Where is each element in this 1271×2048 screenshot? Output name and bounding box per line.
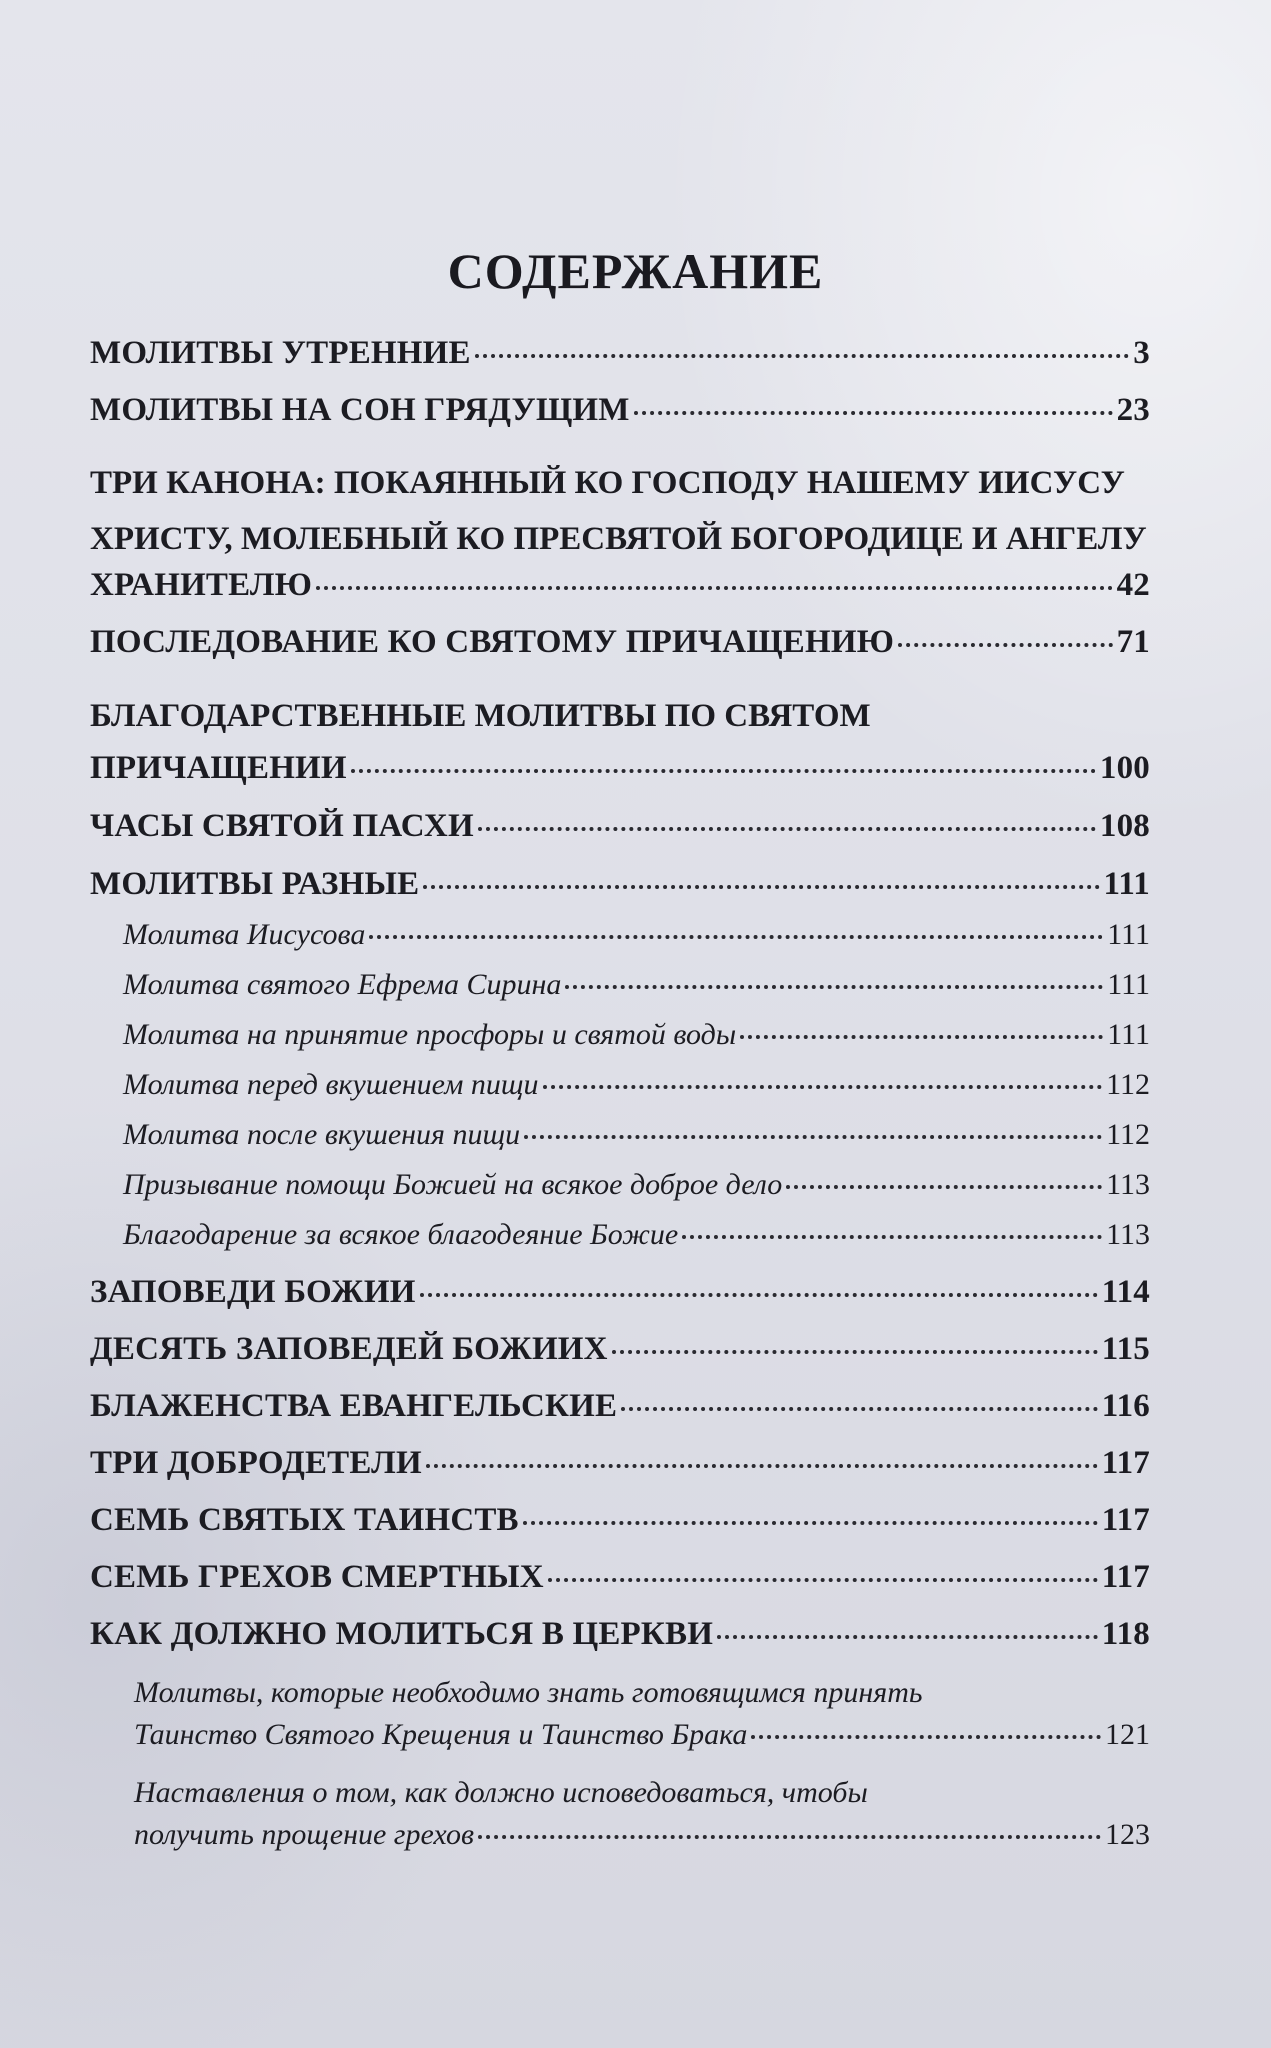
toc-entry-last-line xyxy=(90,750,1150,808)
dot-leader xyxy=(316,586,1113,590)
toc-subentry-label: Молитва святого Ефрема Сирина xyxy=(123,968,562,1001)
dot-leader xyxy=(634,411,1113,415)
toc-entry-label: ЗАПОВЕДИ БОЖИИ xyxy=(90,1274,416,1310)
dot-leader xyxy=(524,1135,1102,1139)
toc-entry-page: 118 xyxy=(1101,1616,1150,1652)
toc-subentry-label: Таинство Святого Крещения и Таинство Брака xyxy=(134,1718,748,1751)
toc-entry-page: 115 xyxy=(1101,1331,1150,1367)
toc-entry-ten-commandments xyxy=(90,1331,1150,1388)
toc-entry-page: 117 xyxy=(1101,1559,1150,1595)
toc-entry-label-line: ХРИСТУ, МОЛЕБНЫЙ КО ПРЕСВЯТОЙ БОГОРОДИЦЕ И АНГЕЛУ xyxy=(90,521,1147,557)
toc-entry-label: КАК ДОЛЖНО МОЛИТЬСЯ В ЦЕРКВИ xyxy=(90,1616,714,1652)
page-title: СОДЕРЖАНИЕ xyxy=(447,242,824,299)
toc-entry-page: 100 xyxy=(1099,750,1150,786)
toc-entry-thanksgiving-prayers xyxy=(90,688,1150,808)
toc-entry-label: ПОСЛЕДОВАНИЕ КО СВЯТОМУ ПРИЧАЩЕНИЮ xyxy=(90,624,895,660)
toc-entry-paschal-hours xyxy=(90,808,1150,866)
toc-entry-label-line: БЛАГОДАРСТВЕННЫЕ МОЛИТВЫ ПО СВЯТОМ xyxy=(90,698,871,734)
toc-subentry xyxy=(90,1118,1150,1168)
toc-entry-page: 42 xyxy=(1116,567,1150,603)
dot-leader xyxy=(423,885,1099,889)
toc-entry-label: ХРАНИТЕЛЮ xyxy=(90,567,313,603)
toc-subentry xyxy=(90,1068,1150,1118)
toc-entry-commandments xyxy=(90,1274,1150,1331)
toc-subentry-label: получить прощение грехов xyxy=(134,1818,475,1851)
toc-subentry-label: Молитва после вкушения пищи xyxy=(123,1118,521,1151)
toc-entry-evening-prayers xyxy=(90,392,1150,451)
toc-entry-three-canons xyxy=(90,455,1150,624)
toc-subentry-confession xyxy=(90,1768,1150,1868)
toc-entry-seven-sacraments xyxy=(90,1502,1150,1559)
toc-subentry xyxy=(90,1168,1150,1218)
dot-leader xyxy=(717,1635,1098,1639)
toc-subentry-baptism-marriage xyxy=(90,1668,1150,1768)
dot-leader xyxy=(548,1578,1098,1582)
toc-subentry-label: Молитва на принятие просфоры и святой воды xyxy=(123,1018,737,1051)
dot-leader xyxy=(786,1185,1102,1189)
toc-subentry-page: 113 xyxy=(1106,1218,1150,1251)
dot-leader xyxy=(351,769,1096,773)
dot-leader xyxy=(475,354,1130,358)
toc-entry-seven-deadly-sins xyxy=(90,1559,1150,1616)
dot-leader xyxy=(612,1350,1098,1354)
dot-leader xyxy=(369,935,1103,939)
toc-entry-three-virtues xyxy=(90,1445,1150,1502)
toc-entry-page: 114 xyxy=(1101,1274,1150,1310)
toc-entry-morning-prayers xyxy=(90,335,1150,392)
dot-leader xyxy=(621,1407,1098,1411)
toc-entry-label: ЧАСЫ СВЯТОЙ ПАСХИ xyxy=(90,808,474,844)
dot-leader xyxy=(543,1085,1103,1089)
toc-entry-page: 111 xyxy=(1103,866,1150,902)
dot-leader xyxy=(478,1835,1101,1839)
toc-entry-label-line: ТРИ КАНОНА: ПОКАЯННЫЙ КО ГОСПОДУ НАШЕМУ ИИСУСУ xyxy=(90,465,1125,501)
toc-subentry-page: 111 xyxy=(1107,968,1150,1001)
toc-subentry-page: 111 xyxy=(1107,918,1150,951)
toc-subentry-label: Благодарение за всякое благодеяние Божие xyxy=(123,1218,679,1251)
toc-entry-beatitudes xyxy=(90,1388,1150,1445)
toc-entry-last-line xyxy=(90,567,1150,624)
toc-entry-page: 117 xyxy=(1101,1502,1150,1538)
toc-entry-label: МОЛИТВЫ УТРЕННИЕ xyxy=(90,335,471,371)
toc-subentry-label-line: Наставления о том, как должно исповедоваться, чтобы xyxy=(134,1776,868,1809)
toc-entry-label: СЕМЬ СВЯТЫХ ТАИНСТВ xyxy=(90,1502,519,1538)
toc-subentry xyxy=(90,968,1150,1018)
table-of-contents xyxy=(90,335,1150,1868)
toc-subentry-page: 121 xyxy=(1105,1718,1150,1751)
toc-subentry-page: 111 xyxy=(1107,1018,1150,1051)
dot-leader xyxy=(523,1521,1098,1525)
toc-subentry-last-line xyxy=(90,1818,1150,1868)
dot-leader xyxy=(565,985,1103,989)
toc-entry-page: 71 xyxy=(1116,624,1150,660)
toc-subentry-label-line: Молитвы, которые необходимо знать готовящимся принять xyxy=(134,1676,923,1709)
toc-subentry-page: 113 xyxy=(1106,1168,1150,1201)
toc-entry-label: БЛАЖЕНСТВА ЕВАНГЕЛЬСКИЕ xyxy=(90,1388,618,1424)
toc-entry-page: 108 xyxy=(1099,808,1150,844)
toc-entry-church-prayer xyxy=(90,1616,1150,1668)
toc-entry-page: 117 xyxy=(1101,1445,1150,1481)
dot-leader xyxy=(478,827,1096,831)
toc-entry-label: МОЛИТВЫ НА СОН ГРЯДУЩИМ xyxy=(90,392,630,428)
toc-entry-label: ПРИЧАЩЕНИИ xyxy=(90,750,347,786)
toc-subentry-page: 112 xyxy=(1106,1068,1150,1101)
dot-leader xyxy=(420,1293,1098,1297)
dot-leader xyxy=(682,1235,1102,1239)
toc-subentry xyxy=(90,1218,1150,1274)
toc-subentry xyxy=(90,918,1150,968)
toc-entry-various-prayers xyxy=(90,866,1150,918)
toc-entry-label: СЕМЬ ГРЕХОВ СМЕРТНЫХ xyxy=(90,1559,544,1595)
toc-entry-communion-rule xyxy=(90,624,1150,684)
dot-leader xyxy=(751,1735,1101,1739)
toc-entry-label: ДЕСЯТЬ ЗАПОВЕДЕЙ БОЖИИХ xyxy=(90,1331,608,1367)
dot-leader xyxy=(898,643,1113,647)
toc-subentry-label: Призывание помощи Божией на всякое доброе дело xyxy=(123,1168,783,1201)
toc-subentry-page: 123 xyxy=(1105,1818,1150,1851)
toc-entry-label: ТРИ ДОБРОДЕТЕЛИ xyxy=(90,1445,422,1481)
toc-subentry xyxy=(90,1018,1150,1068)
toc-entry-label: МОЛИТВЫ РАЗНЫЕ xyxy=(90,866,420,902)
toc-subentry-label: Молитва Иисусова xyxy=(123,918,366,951)
toc-subentry-last-line xyxy=(90,1718,1150,1768)
dot-leader xyxy=(426,1464,1098,1468)
toc-subentry-label: Молитва перед вкушением пищи xyxy=(123,1068,539,1101)
toc-entry-page: 116 xyxy=(1101,1388,1150,1424)
toc-entry-page: 23 xyxy=(1116,392,1150,428)
toc-entry-page: 3 xyxy=(1133,335,1150,371)
dot-leader xyxy=(740,1035,1103,1039)
toc-subentry-page: 112 xyxy=(1106,1118,1150,1151)
